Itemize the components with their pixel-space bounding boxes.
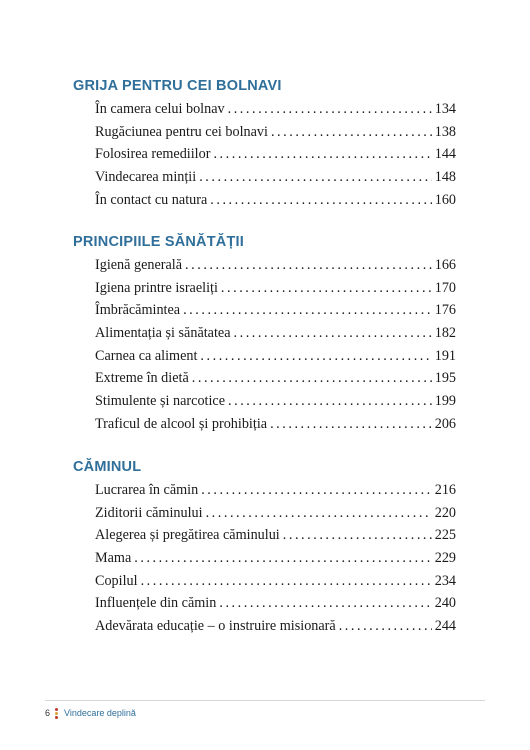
leader-dots [141,573,432,590]
entry-page: 134 [434,101,456,117]
entry-title: Rugăciunea pentru cei bolnavi [95,123,268,140]
leader-dots [339,618,432,635]
toc-section [73,457,456,641]
entry-page: 182 [434,325,456,342]
entry-title: Alimentația și sănătatea [95,325,231,342]
leader-dots [271,124,432,141]
section-title: PRINCIPIILE SĂNĂTĂȚII [73,234,244,250]
leader-dots [210,192,431,209]
entry-page: 195 [434,370,456,387]
leader-dots [228,393,432,410]
leader-dots [283,527,432,544]
entry-page: 216 [434,482,456,498]
leader-dots [201,482,432,499]
section-title: GRIJA PENTRU CEI BOLNAVI [73,78,282,94]
entry-page: 206 [434,415,456,432]
toc-entry[interactable] [95,573,456,596]
entry-page: 229 [434,550,456,567]
toc-entry[interactable] [95,348,456,371]
entry-title: Influențele din cămin [95,595,217,612]
toc-entry[interactable] [95,280,456,303]
entry-page: 148 [434,169,456,186]
footer-divider [45,700,485,701]
toc-entry[interactable] [95,550,456,573]
entry-title: Traficul de alcool și prohibiția [95,415,268,432]
toc-entry[interactable] [95,527,456,550]
leader-dots [228,101,432,118]
entry-page: 244 [434,618,456,635]
toc-entry[interactable] [95,416,456,439]
entry-title: Ziditorii căminului [95,504,203,521]
toc-section [73,232,456,439]
toc-entries [73,257,456,439]
page-footer [45,707,136,719]
entry-page: 138 [434,123,456,140]
toc-entry[interactable] [95,169,456,192]
entry-page: 160 [434,191,456,208]
entry-page: 225 [434,527,456,544]
leader-dots [234,325,432,342]
toc-entry[interactable] [95,393,456,416]
entry-title: Folosirea remediilor [95,146,211,163]
leader-dots [183,302,432,319]
entry-title: În contact cu natura [95,191,208,208]
section-title: CĂMINUL [73,459,142,475]
toc-entry[interactable] [95,595,456,618]
leader-dots [200,348,431,365]
leader-dots [199,169,432,186]
entry-page: 144 [434,146,456,163]
entry-page: 240 [434,595,456,612]
entry-title: Stimulente și narcotice [95,393,226,410]
toc-entry[interactable] [95,505,456,528]
entry-title: Igiena printre israeliți [95,279,218,296]
toc-entry[interactable] [95,146,456,169]
entry-title: Extreme în dietă [95,370,189,387]
toc-entry[interactable] [95,124,456,147]
entry-title: Mama [95,550,132,567]
leader-dots [219,595,431,612]
entry-page: 199 [434,393,456,410]
entry-title: Copilul [95,572,138,589]
page-number: 6 [45,708,51,718]
entry-title: Lucrarea în cămin [95,482,199,498]
entry-title: Vindecarea minții [95,169,197,186]
entry-page: 166 [434,257,456,273]
toc-entry[interactable] [95,325,456,348]
entry-title: Carnea ca aliment [95,347,198,364]
toc-entry[interactable] [95,618,456,641]
entry-title: Îmbrăcămintea [95,302,181,319]
leader-dots [192,370,432,387]
toc-entry[interactable] [95,302,456,325]
entry-title: Alegerea și pregătirea căminului [95,527,280,544]
entry-page: 176 [434,302,456,319]
leader-dots [206,505,432,522]
toc-section [73,76,456,214]
toc-entries [73,482,456,641]
entry-title: În camera celui bolnav [95,101,225,117]
leader-dots [134,550,431,567]
entry-page: 220 [434,504,456,521]
toc-entry[interactable] [95,370,456,393]
toc-entry[interactable] [95,192,456,215]
entry-title: Igienă generală [95,257,183,273]
toc-entries [73,101,456,214]
leader-dots [270,416,432,433]
toc-entry[interactable] [95,257,456,280]
toc-entry[interactable] [95,101,456,124]
leader-dots [185,257,432,274]
leader-dots [213,146,431,163]
entry-page: 191 [434,347,456,364]
leader-dots [221,280,432,297]
toc-entry[interactable] [95,482,456,505]
ornament-icon [55,707,58,719]
entry-page: 234 [434,572,456,589]
entry-page: 170 [434,279,456,296]
entry-title: Adevărata educație – o instruire misionară [95,618,336,635]
book-title: Vindecare deplină [64,708,136,718]
